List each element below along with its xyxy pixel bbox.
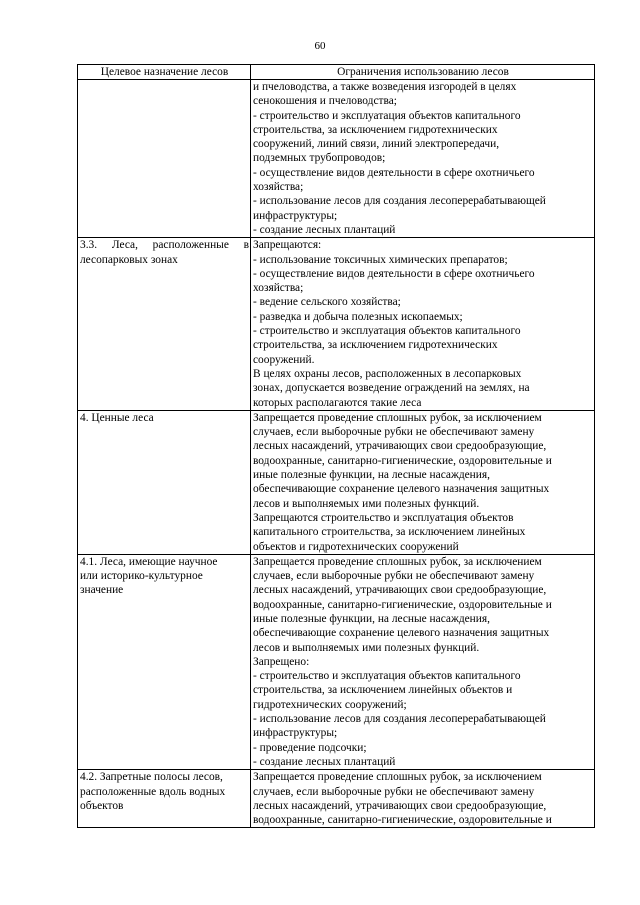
restriction-text-line: лесов и выполняемых ими полезных функций. — [253, 641, 480, 654]
restriction-text-line: лесных насаждений, утрачивающих свои средообразующие, — [253, 799, 547, 812]
cell-usage-restrictions — [251, 410, 595, 554]
restriction-text-line: - строительство и эксплуатация объектов капитального — [253, 325, 521, 338]
restriction-text-line: - использование лесов для создания лесоперерабатывающей — [253, 195, 546, 208]
restriction-text-line: - проведение подсочки; — [253, 741, 367, 754]
restriction-text-line: В целях охраны лесов, расположенных в лесопарковых — [253, 367, 522, 380]
purpose-text-line: 4.1. Леса, имеющие научное — [80, 555, 218, 568]
restriction-text-line: сооружений. — [253, 353, 315, 366]
restriction-text-line: инфраструктуры; — [253, 209, 338, 222]
restriction-text-line: - осуществление видов деятельности в сфере охотничьего — [253, 267, 535, 280]
cell-usage-restrictions — [251, 238, 595, 411]
page-number: 60 — [314, 40, 326, 52]
purpose-text-line: лесопарковых зонах — [80, 253, 178, 266]
restriction-text-line: Запрещено: — [253, 655, 310, 668]
restriction-text-line: Запрещается проведение сплошных рубок, за исключением — [253, 771, 542, 784]
table-row — [78, 238, 595, 411]
purpose-text-line: 4. Ценные леса — [80, 411, 154, 424]
purpose-text-line: значение — [80, 584, 124, 597]
restriction-text-line: - осуществление видов деятельности в сфере охотничьего — [253, 166, 535, 179]
restriction-text-line: Запрещаются строительство и эксплуатация объектов — [253, 511, 514, 524]
restriction-text-line: строительства, за исключением гидротехнических — [253, 123, 498, 136]
cell-forest-purpose — [78, 80, 251, 238]
restriction-text-line: обеспечивающие сохранение целевого назначения защитных — [253, 627, 550, 640]
restriction-text-line: и пчеловодства, а также возведения изгородей в целях — [253, 81, 517, 93]
header-usage-restrictions: Ограничения использованию лесов — [251, 65, 595, 80]
restriction-text-line: объектов и гидротехнических сооружений — [253, 540, 459, 553]
restriction-text-line: инфраструктуры; — [253, 727, 338, 740]
table-row — [78, 410, 595, 554]
header-forest-purpose: Целевое назначение лесов — [78, 65, 251, 80]
forest-restrictions-table — [77, 64, 595, 828]
restriction-text-line: сенокошения и пчеловодства; — [253, 95, 397, 108]
restriction-text-line: зонах, допускается возведение ограждений на землях, на — [253, 382, 530, 395]
restriction-text-line: - строительство и эксплуатация объектов капитального — [253, 670, 521, 683]
restriction-text-line: обеспечивающие сохранение целевого назначения защитных — [253, 483, 550, 496]
restriction-text-line: строительства, за исключением гидротехнических — [253, 339, 498, 352]
restriction-text-line: водоохранные, санитарно-гигиенические, оздоровительные и — [253, 454, 552, 467]
restriction-text-line: Запрещаются: — [253, 239, 322, 252]
restriction-text-line: капитального строительства, за исключением линейных — [253, 526, 526, 539]
restriction-text-line: случаев, если выборочные рубки не обеспечивают замену — [253, 426, 535, 439]
purpose-text-line: расположенные вдоль водных — [80, 785, 226, 798]
cell-forest-purpose — [78, 238, 251, 411]
restriction-text-line: - использование лесов для создания лесоперерабатывающей — [253, 713, 546, 726]
restriction-text-line: гидротехнических сооружений; — [253, 698, 407, 711]
restriction-text-line: которых располагаются такие леса — [253, 396, 422, 409]
restriction-text-line: подземных трубопроводов; — [253, 152, 386, 165]
table-row — [78, 80, 595, 238]
restriction-text-line: водоохранные, санитарно-гигиенические, оздоровительные и — [253, 598, 552, 611]
restriction-text-line: Запрещается проведение сплошных рубок, за исключением — [253, 555, 542, 568]
restriction-text-line: случаев, если выборочные рубки не обеспечивают замену — [253, 785, 535, 798]
restriction-text-line: - разведка и добыча полезных ископаемых; — [253, 310, 463, 323]
restriction-text-line: лесных насаждений, утрачивающих свои средообразующие, — [253, 440, 547, 453]
restriction-text-line: Запрещается проведение сплошных рубок, за исключением — [253, 411, 542, 424]
purpose-text-line: или историко-культурное — [80, 570, 203, 583]
restriction-text-line: - ведение сельского хозяйства; — [253, 296, 401, 309]
restriction-text-line: - создание лесных плантаций — [253, 223, 396, 236]
restriction-text-line: - строительство и эксплуатация объектов капитального — [253, 109, 521, 122]
table-header-row — [78, 65, 595, 80]
purpose-text-line: 4.2. Запретные полосы лесов, — [80, 771, 223, 784]
cell-forest-purpose — [78, 554, 251, 769]
purpose-text-line: объектов — [80, 799, 124, 812]
restriction-text-line: - создание лесных плантаций — [253, 755, 396, 768]
table-row — [78, 554, 595, 769]
restriction-text-line: - использование токсичных химических препаратов; — [253, 253, 508, 266]
restriction-text-line: хозяйства; — [253, 282, 304, 295]
restriction-text-line: сооружений, линий связи, линий электропередачи, — [253, 138, 500, 151]
purpose-text-line: 3.3. Леса, расположенные в — [80, 239, 249, 252]
restriction-text-line: водоохранные, санитарно-гигиенические, оздоровительные и — [253, 814, 552, 827]
table-row — [78, 770, 595, 828]
cell-usage-restrictions — [251, 770, 595, 828]
table-body — [78, 80, 595, 828]
restriction-text-line: строительства, за исключением линейных объектов и — [253, 684, 513, 697]
restriction-text-line: иные полезные функции, на лесные насаждения, — [253, 612, 490, 625]
cell-forest-purpose — [78, 770, 251, 828]
restriction-text-line: лесных насаждений, утрачивающих свои средообразующие, — [253, 584, 547, 597]
restriction-text-line: случаев, если выборочные рубки не обеспечивают замену — [253, 570, 535, 583]
restriction-text-line: иные полезные функции, на лесные насаждения, — [253, 469, 490, 482]
restriction-text-line: лесов и выполняемых ими полезных функций. — [253, 497, 480, 510]
cell-usage-restrictions — [251, 554, 595, 769]
cell-usage-restrictions — [251, 80, 595, 238]
cell-forest-purpose — [78, 410, 251, 554]
restriction-text-line: хозяйства; — [253, 181, 304, 194]
